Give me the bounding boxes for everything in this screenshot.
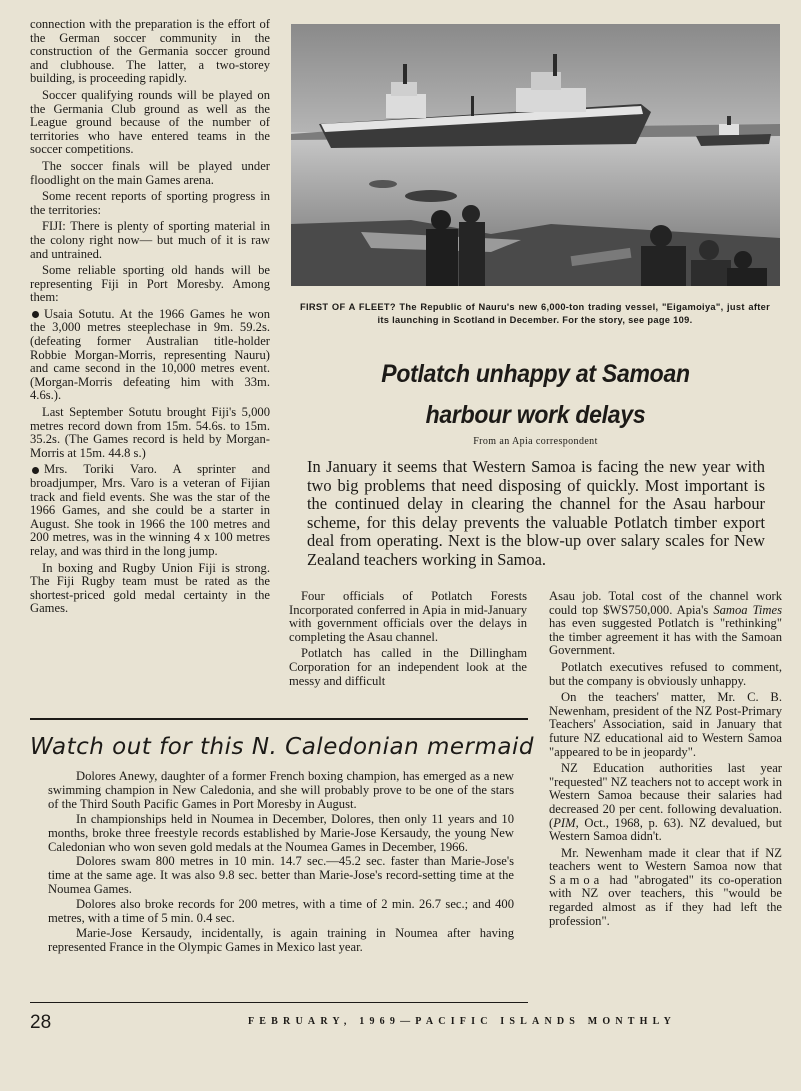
- article-divider: [30, 718, 528, 720]
- mid-paragraph: Four officials of Potlatch Forests Incorporated conferred in Apia in mid-January with government officials over the delays in completing the Asau channel.: [289, 589, 527, 644]
- left-paragraph: Last September Sotutu brought Fiji's 5,000 metres record down from 15m. 54.6s. to 15m. 35.2s. (The Games record is held by Morgan-Morris at 15m. 44.8 s.): [30, 405, 270, 460]
- left-paragraph: The soccer finals will be played under floodlight on the main Games arena.: [30, 158, 270, 187]
- left-paragraph: FIJI: There is plenty of sporting material in the colony right now— but much of it is raw and untrained.: [30, 219, 270, 261]
- left-paragraph: In boxing and Rugby Union Fiji is strong. The Fiji Rugby team must be rated as the shortest-priced gold medal certainty in the Games.: [30, 560, 270, 616]
- mermaid-paragraph: Dolores Anewy, daughter of a former French boxing champion, has emerged as a new swimming champion in New Caledonia, and she will probably prove to be one of the stars of the Third South Pacific Games in Port Moresby in August.: [48, 769, 514, 811]
- samoa-headline: [311, 354, 761, 436]
- mermaid-paragraph: Dolores also broke records for 200 metres, with a time of 2 min. 26.7 sec.; and 400 metres, with a time of 5 min. 0.4 sec.: [48, 897, 514, 926]
- text-run: Mr. Newenham made it clear that if NZ teachers went to Western Samoa now that: [549, 845, 782, 874]
- right-paragraph: Potlatch executives refused to comment, but the company is obviously unhappy.: [549, 659, 782, 688]
- left-paragraph: connection with the preparation is the effort of the German soccer community in the construction of the Germania soccer ground and clubhouse. The latter, a two-storey building, is proceeding rapidly.: [30, 17, 270, 86]
- bullet-item: [30, 308, 270, 403]
- ship-launch-photo: [291, 24, 780, 286]
- left-paragraph: Some recent reports of sporting progress in the territories:: [30, 189, 270, 217]
- lead-paragraph: In January it seems that Western Samoa is facing the new year with two big problems that need disposing of quickly. Most important is the continued delay in clearing the channel for the Asau harbour scheme, for this delay prevents the valuable Potlatch timber export deal from operating. Next is the blow-up over salary scales for New Zealand teachers working in Samoa.: [307, 457, 765, 569]
- left-column: [30, 18, 270, 619]
- samoa-right-column: [549, 590, 782, 931]
- right-paragraph: [549, 847, 782, 929]
- text-run: Asau job. Total cost of the channel work could top $WS750,000. Apia's: [549, 589, 782, 617]
- left-paragraph: Some reliable sporting old hands will be representing Fiji in Port Moresby. Among them:: [30, 263, 270, 305]
- mermaid-body: [48, 770, 514, 956]
- photo-caption: FIRST OF A FLEET? The Republic of Nauru's new 6,000-ton trading vessel, "Eigamoiya", just after its launching in Scotland in December. For the story, see page 109.: [300, 302, 770, 325]
- bullet-text: Usaia Sotutu. At the 1966 Games he won the 3,000 metres steeplechase in 9m. 59.2s. (defeating former Australian title-holder Robbie Morgan-Morris, representing Nauru) and came second in the 10,000 metres event. (Morgan-Morris defeating him with 33m. 4.6s.).: [30, 306, 270, 403]
- magazine-abbrev: PIM,: [553, 815, 579, 830]
- right-paragraph: [549, 590, 782, 658]
- mermaid-paragraph: Marie-Jose Kersaudy, incidentally, is again training in Noumea after having represented France in the Olympic Games in Mexico last year.: [48, 925, 514, 954]
- bullet-text: Mrs. Toriki Varo. A sprinter and broadjumper, Mrs. Varo is a veteran of Fijian track and field events. She was the star of the 1966 Games, and she could be a starter in August. She took in 1966 the 100 metres and 200 metres, was in the winning 4 x 100 metres relay, and was third in the long jump.: [30, 462, 270, 558]
- right-paragraph: [549, 762, 782, 844]
- mid-paragraph: Potlatch has called in the Dillingham Corporation for an independent look at the messy and difficult: [289, 646, 527, 688]
- bullet-item: [30, 463, 270, 558]
- text-run: has even suggested Potlatch is "rethinking" the timber agreement it has with the Samoan Government.: [549, 616, 782, 658]
- text-run: had "abrogated" its co-operation with NZ over teachers, this "would be regarded almost as if they had left the profession".: [549, 872, 782, 928]
- text-run: Oct., 1968, p. 63). NZ devalued, but Western Samoa didn't.: [549, 815, 782, 844]
- text-run: NZ Education authorities last year "requested" NZ teachers not to accept work in Western Samoa because their salaries had decreased 20 per cent. following devaluation. (: [549, 761, 782, 830]
- left-paragraph: Soccer qualifying rounds will be played on the Germania Club ground as well as the League ground because of the number of territories who have entered teams in the soccer competitions.: [30, 87, 270, 157]
- mermaid-paragraph: Dolores swam 800 metres in 10 min. 14.7 sec.—45.2 sec. faster than Marie-Jose's time at the same age. It was also 9.8 sec. better than Marie-Jose's record-setting time at the Noumea Games.: [48, 854, 514, 897]
- headline-line-2: harbour work delays: [425, 401, 646, 429]
- running-footer: FEBRUARY, 1969—PACIFIC ISLANDS MONTHLY: [248, 1016, 677, 1027]
- spaced-word: Samoa: [549, 872, 604, 887]
- page-number: 28: [30, 1012, 52, 1033]
- footer-divider: [30, 1002, 528, 1003]
- right-paragraph: On the teachers' matter, Mr. C. B. Newenham, president of the NZ Post-Primary Teachers' Association, said in January that future NZ educational aid to Western Samoa "appeared to be in jeopardy".: [549, 690, 782, 759]
- samoa-middle-column: [289, 590, 527, 691]
- newspaper-title: Samoa Times: [713, 602, 782, 617]
- ship-photo-illustration: [291, 24, 780, 286]
- bullet-icon: [32, 311, 39, 318]
- mermaid-headline: Watch out for this N. Caledonian mermaid: [30, 734, 534, 760]
- headline-line-1: Potlatch unhappy at Samoan: [381, 360, 690, 388]
- bullet-icon: [32, 467, 39, 474]
- mermaid-paragraph: In championships held in Noumea in December, Dolores, then only 11 years and 10 months, broke three freestyle records established by Marie-Jose Kersaudy, the young New Caledonian who won seven gold medals at the Noumea Games in December, 1966.: [48, 811, 514, 854]
- byline: From an Apia correspondent: [473, 436, 598, 447]
